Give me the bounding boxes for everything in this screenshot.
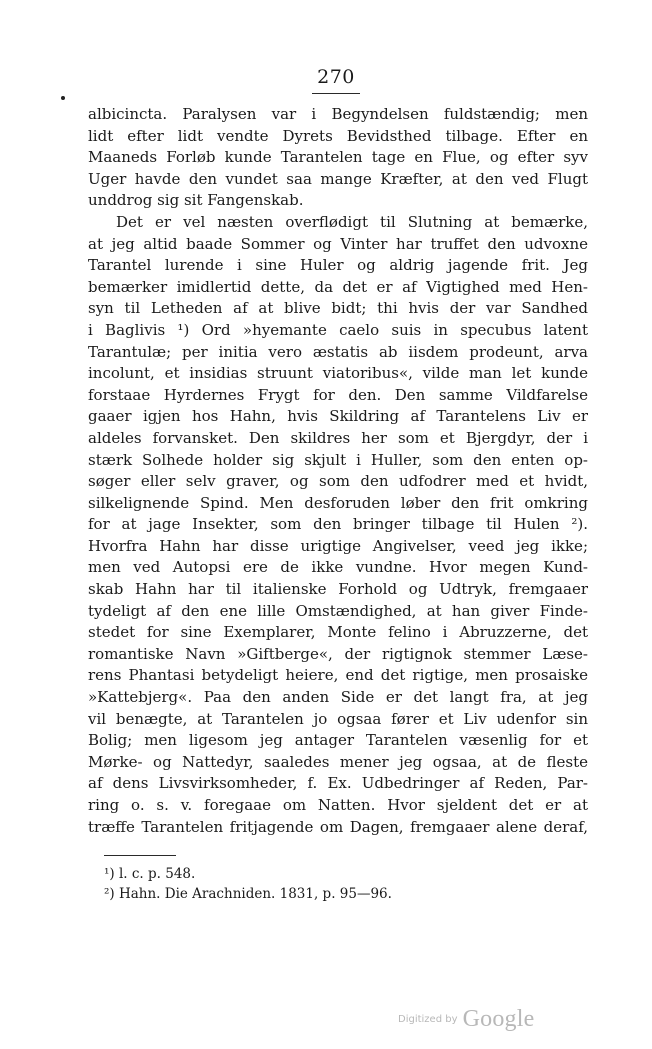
text-line: albicincta. Paralysen var i Begyndelsen fuldstændig; men xyxy=(88,105,588,123)
text-line: »Kattebjerg«. Paa den anden Side er det langt fra, at jeg xyxy=(88,688,588,707)
text-line: Uger havde den vundet saa mange Kræfter, at den ved Flugt xyxy=(88,169,588,188)
text-line: Maaneds Forløb kunde Tarantelen tage en Flue, og efter syv xyxy=(88,148,588,167)
text-line: Bolig; men ligesom jeg antager Tarantelen væsenlig for et xyxy=(88,731,588,750)
text-line: tydeligt af den ene lille Omstændighed, at han giver Finde- xyxy=(88,601,588,620)
digitized-by-text: Digitized by xyxy=(398,1014,458,1025)
text-line: vil benægte, at Tarantelen jo ogsaa fører et Liv udenfor sin xyxy=(88,709,588,728)
text-line: Mørke- og Nattedyr, saaledes mener jeg ogsaa, at de fleste xyxy=(88,752,588,771)
text-line: Hvorfra Hahn har disse urigtige Angivelser, veed jeg ikke; xyxy=(88,536,588,555)
text-line: ring o. s. v. foregaae om Natten. Hvor sjeldent det er at xyxy=(88,796,588,814)
text-line: syn til Letheden af at blive bidt; thi hvis der var Sandhed xyxy=(88,299,588,318)
body-text xyxy=(88,104,588,838)
text-line: stærk Solhede holder sig skjult i Huller, som den enten op- xyxy=(88,450,588,469)
footnote-1: ¹) l. c. p. 548. xyxy=(104,866,196,882)
text-line: af dens Livsvirksomheder, f. Ex. Udbedringer af Reden, Par- xyxy=(88,774,588,793)
digitized-watermark xyxy=(398,1006,534,1033)
text-line: incolunt, et insidias struunt viatoribus«, vilde man let kunde xyxy=(88,364,588,383)
text-line: gaaer igjen hos Hahn, hvis Skildring af Tarantelens Liv er xyxy=(88,407,588,426)
text-line: for at jage Insekter, som den bringer tilbage til Hulen ²). xyxy=(88,515,588,534)
text-line: træffe Tarantelen fritjagende om Dagen, fremgaaer alene deraf, xyxy=(88,817,588,836)
page-number-underline xyxy=(312,93,360,94)
text-line: i Baglivis ¹) Ord »hyemante caelo suis in specubus latent xyxy=(88,320,588,339)
text-line: Det er vel næsten overflødigt til Slutning at bemærke, xyxy=(116,212,588,231)
text-line: Tarantel lurende i sine Huler og aldrig jagende frit. Jeg xyxy=(88,256,588,275)
text-line: skab Hahn har til italienske Forhold og Udtryk, fremgaaer xyxy=(88,580,588,599)
text-line: lidt efter lidt vendte Dyrets Bevidsthed tilbage. Efter en xyxy=(88,126,588,145)
text-line: bemærker imidlertid dette, da det er af Vigtighed med Hen- xyxy=(88,277,588,296)
text-line: aldeles forvansket. Den skildres her som et Bjergdyr, der i xyxy=(88,428,588,447)
text-line: unddrog sig sit Fangenskab. xyxy=(88,191,304,210)
footnote-2: ²) Hahn. Die Arachniden. 1831, p. 95—96. xyxy=(104,886,392,902)
text-line: Tarantulæ; per initia vero æstatis ab iisdem prodeunt, arva xyxy=(88,342,588,361)
google-logo-text: Google xyxy=(462,1006,535,1032)
footnote-separator xyxy=(104,855,176,856)
text-line: silkelignende Spind. Men desforuden løber den frit omkring xyxy=(88,493,588,512)
page-number: 270 xyxy=(317,66,355,88)
footnotes xyxy=(104,864,564,904)
text-line: forstaae Hyrdernes Frygt for den. Den samme Vildfarelse xyxy=(88,385,588,404)
text-line: stedet for sine Exemplarer, Monte felino i Abruzzerne, det xyxy=(88,623,588,642)
text-line: romantiske Navn »Giftberge«, der rigtignok stemmer Læse- xyxy=(88,644,588,663)
text-line: men ved Autopsi ere de ikke vundne. Hvor megen Kund- xyxy=(88,558,588,577)
text-line: søger eller selv graver, og som den udfodrer med et hvidt, xyxy=(88,472,588,491)
text-line: rens Phantasi betydeligt heiere, end det rigtige, men prosaiske xyxy=(88,666,588,685)
text-line: at jeg altid baade Sommer og Vinter har truffet den udvoxne xyxy=(88,234,588,253)
margin-ink-dot xyxy=(61,96,65,100)
